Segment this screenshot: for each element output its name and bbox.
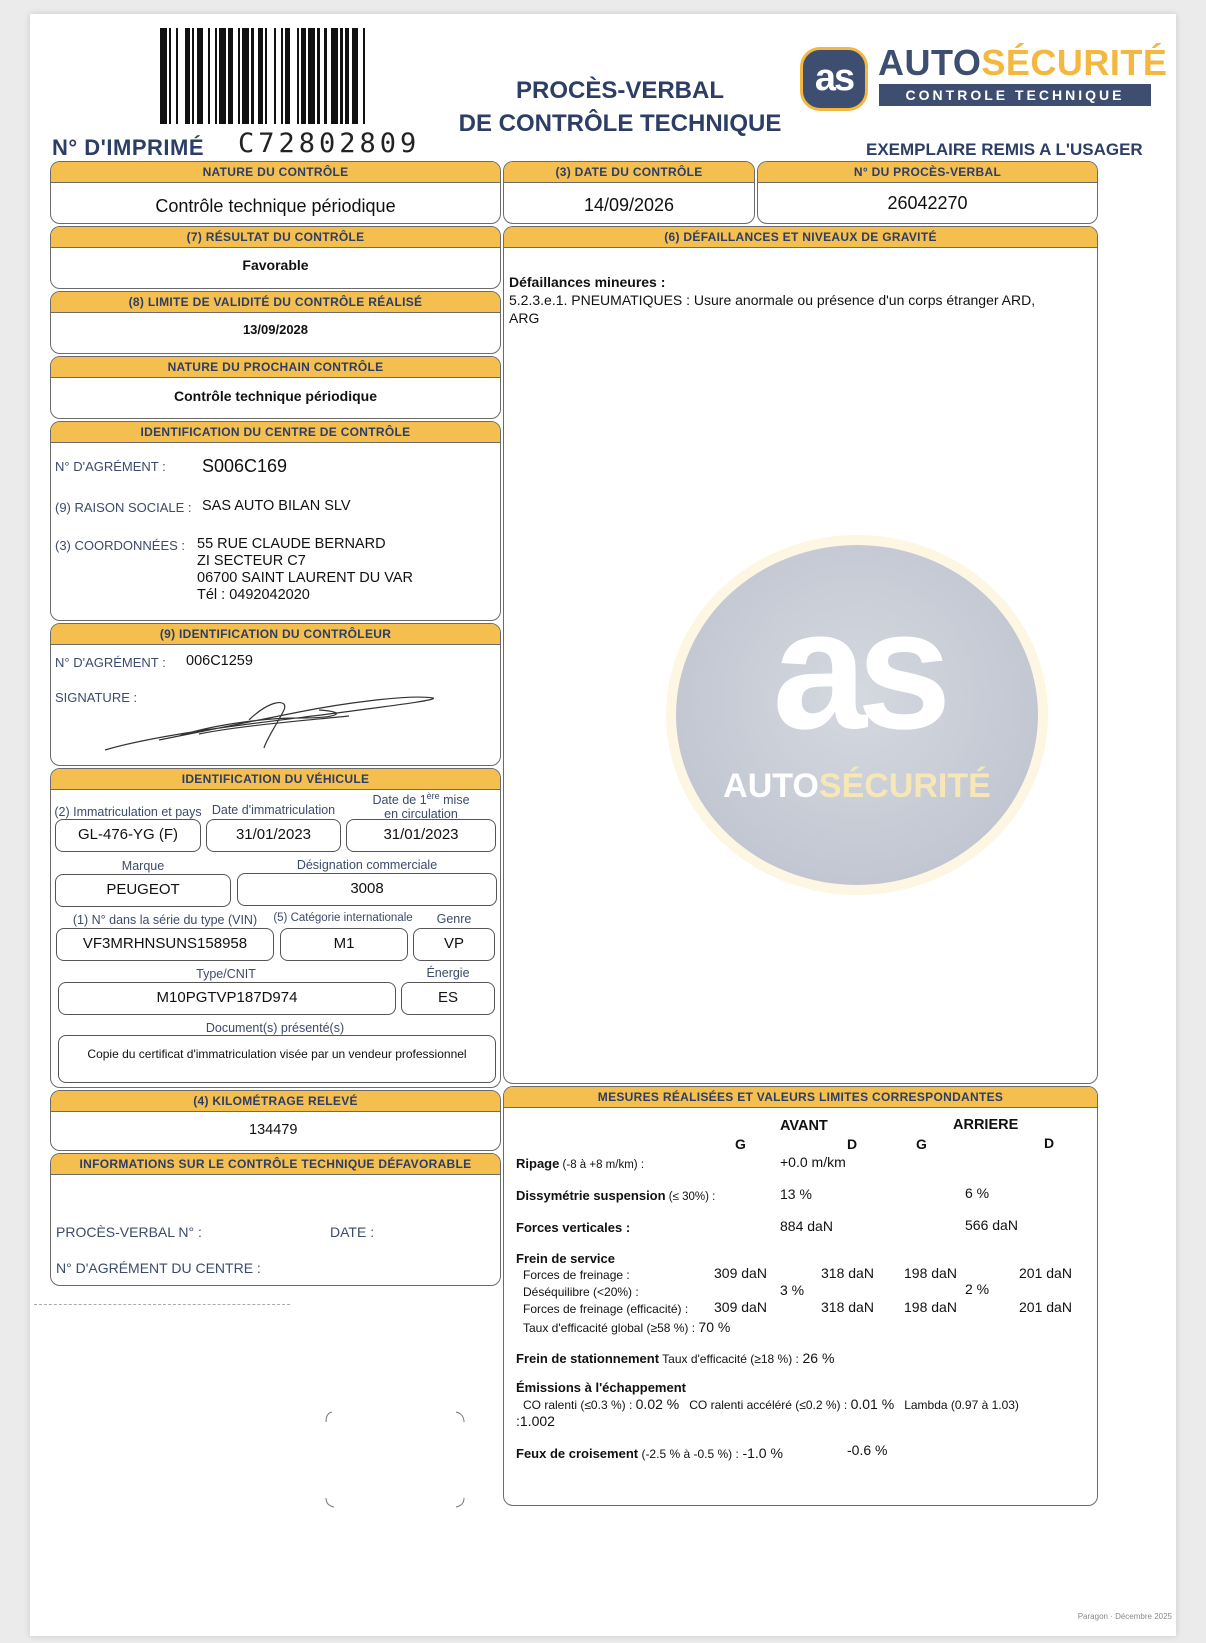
barcode-bar	[197, 28, 204, 124]
date-circulation-label-line-1: Date de 1ère mise	[372, 791, 470, 808]
signature-label: SIGNATURE :	[55, 690, 138, 705]
forces-efficacite-value-2: 318 daN	[821, 1299, 874, 1315]
forces-verticales-label: Forces verticales :	[516, 1220, 631, 1235]
limite-validite-value: 13/09/2028	[242, 322, 309, 337]
signature-scribble	[99, 690, 449, 760]
vehicule-box	[50, 768, 501, 1088]
coordonnees-line-1: 55 RUE CLAUDE BERNARD	[197, 536, 386, 552]
raison-sociale-value: SAS AUTO BILAN SLV	[202, 498, 351, 514]
nature-controle-value: Contrôle technique périodique	[155, 196, 396, 216]
defaillances-heading: Défaillances mineures :	[509, 274, 666, 290]
prochain-controle-value: Contrôle technique périodique	[173, 388, 377, 404]
frein-service-label: Frein de service	[516, 1251, 615, 1266]
date-immatriculation-field: 31/01/2023	[206, 819, 341, 852]
marque-label: Marque	[121, 859, 165, 873]
raison-sociale-label: (9) RAISON SOCIALE :	[55, 500, 192, 515]
arriere-g-heading: G	[916, 1136, 927, 1152]
defavorable-date-label: DATE :	[330, 1224, 375, 1240]
coordonnees-label: (3) COORDONNÉES :	[55, 538, 186, 553]
date-immatriculation-label: Date d'immatriculation	[211, 803, 336, 817]
prochain-controle-box	[50, 356, 501, 419]
mesures-box	[503, 1086, 1098, 1506]
type-cnit-label: Type/CNIT	[196, 967, 256, 981]
tear-line	[34, 1304, 290, 1305]
date-circulation-label	[347, 789, 495, 821]
document-title	[455, 74, 785, 140]
date-circulation-label-line-2: en circulation	[384, 807, 458, 822]
forces-freinage-value-3: 198 daN	[904, 1265, 957, 1281]
autosecurite-logo-badge: as	[800, 47, 868, 111]
desequilibre-arriere-value: 2 %	[965, 1281, 990, 1297]
watermark-as: as	[772, 575, 942, 765]
forces-freinage-label: Forces de freinage :	[523, 1268, 630, 1282]
energie-field: ES	[401, 982, 495, 1015]
defaillances-header: (6) DÉFAILLANCES ET NIVEAUX DE GRAVITÉ	[504, 227, 1097, 248]
numero-pv-value: 26042270	[887, 193, 968, 213]
date-controle-value: 14/09/2026	[583, 195, 675, 215]
avant-g-heading: G	[735, 1136, 746, 1152]
ripage-value: +0.0 m/km	[780, 1154, 846, 1170]
defavorable-box	[50, 1153, 501, 1286]
mesures-header: MESURES RÉALISÉES ET VALEURS LIMITES CORRESPONDANTES	[504, 1087, 1097, 1108]
limite-validite-box	[50, 291, 501, 354]
watermark-word-auto: AUTO	[723, 767, 819, 805]
feux-croisement-d-value: -0.6 %	[847, 1442, 888, 1458]
forces-freinage-value-4: 201 daN	[1019, 1265, 1072, 1281]
frein-stationnement-row: Frein de stationnement Taux d'efficacité (≥18 %) : 26 %	[516, 1350, 835, 1366]
title-line-2: DE CONTRÔLE TECHNIQUE	[458, 110, 782, 137]
controleur-box	[50, 623, 501, 766]
barcode-bar	[267, 28, 274, 124]
lambda-value: :1.002	[516, 1413, 555, 1429]
prochain-controle-header: NATURE DU PROCHAIN CONTRÔLE	[51, 357, 500, 378]
forces-efficacite-value-1: 309 daN	[714, 1299, 767, 1315]
resultat-value: Favorable	[242, 257, 309, 273]
forces-efficacite-value-3: 198 daN	[904, 1299, 957, 1315]
defavorable-header: INFORMATIONS SUR LE CONTRÔLE TECHNIQUE DÉFAVORABLE	[51, 1154, 500, 1175]
feux-croisement-row: Feux de croisement (-2.5 % à -0.5 %) : -1.0 %	[516, 1445, 783, 1461]
documents-label: Document(s) présenté(s)	[205, 1021, 345, 1035]
kilometrage-box	[50, 1090, 501, 1151]
coordonnees-line-2: ZI SECTEUR C7	[197, 553, 306, 569]
title-line-1: PROCÈS-VERBAL	[515, 77, 725, 104]
watermark-word	[676, 767, 1038, 806]
forces-freinage-value-2: 318 daN	[821, 1265, 874, 1281]
genre-field: VP	[413, 928, 495, 961]
limite-validite-header: (8) LIMITE DE VALIDITÉ DU CONTRÔLE RÉALISÉ	[51, 292, 500, 313]
ripage-row: Ripage (-8 à +8 m/km) :	[516, 1156, 645, 1171]
dissymetrie-avant-value: 13 %	[780, 1186, 812, 1202]
documents-field: Copie du certificat d'immatriculation visée par un vendeur professionnel	[58, 1035, 496, 1083]
type-cnit-field: M10PGTVP187D974	[58, 982, 396, 1015]
marque-field: PEUGEOT	[55, 874, 231, 907]
resultat-box	[50, 226, 501, 289]
barcode-bar	[290, 28, 297, 124]
controleur-header: (9) IDENTIFICATION DU CONTRÔLEUR	[51, 624, 500, 645]
avant-heading: AVANT	[780, 1118, 828, 1134]
kilometrage-value: 134479	[249, 1122, 298, 1138]
barcode-bar	[365, 28, 367, 124]
date-controle-box	[503, 161, 755, 224]
forces-verticales-arriere-value: 566 daN	[965, 1217, 1018, 1233]
date-circulation-field: 31/01/2023	[346, 819, 496, 852]
resultat-header: (7) RÉSULTAT DU CONTRÔLE	[51, 227, 500, 248]
forces-freinage-value-1: 309 daN	[714, 1265, 767, 1281]
emissions-row: CO ralenti (≤0.3 %) : 0.02 % CO ralenti accéléré (≤0.2 %) : 0.01 % Lambda (0.97 à 1.03)	[523, 1396, 1019, 1412]
autosecurite-watermark	[676, 545, 1038, 885]
dissymetrie-row: Dissymétrie suspension (≤ 30%) :	[516, 1188, 716, 1203]
arriere-d-heading: D	[1044, 1135, 1055, 1151]
coordonnees-line-4: Tél : 0492042020	[197, 587, 310, 603]
energie-label: Énergie	[426, 966, 470, 980]
watermark-word-securite: SÉCURITÉ	[818, 767, 991, 805]
imprime-number: C72802809	[238, 128, 421, 159]
centre-agrement-value: S006C169	[202, 456, 288, 476]
barcode-bar	[178, 28, 185, 124]
defavorable-agrement-label: N° D'AGRÉMENT DU CENTRE :	[56, 1260, 261, 1276]
designation-label: Désignation commerciale	[296, 858, 438, 872]
defaillance-line-2: ARG	[509, 310, 540, 326]
logo-word-securite: SÉCURITÉ	[981, 42, 1168, 83]
genre-label: Genre	[436, 912, 472, 926]
barcode-bar	[160, 28, 167, 124]
barcode-bar	[242, 28, 249, 124]
barcode-bar	[308, 28, 315, 124]
nature-controle-box	[50, 161, 501, 224]
emissions-label: Émissions à l'échappement	[516, 1380, 686, 1395]
controleur-agrement-label: N° D'AGRÉMENT :	[55, 655, 166, 670]
kilometrage-header: (4) KILOMÉTRAGE RELEVÉ	[51, 1091, 500, 1112]
vehicule-header: IDENTIFICATION DU VÉHICULE	[51, 769, 500, 790]
designation-field: 3008	[237, 873, 497, 906]
barcode-bar	[219, 28, 226, 124]
coordonnees-line-3: 06700 SAINT LAURENT DU VAR	[197, 570, 413, 586]
immatriculation-field: GL-476-YG (F)	[55, 819, 201, 852]
controleur-agrement-value: 006C1259	[186, 653, 253, 669]
numero-pv-header: N° DU PROCÈS-VERBAL	[758, 162, 1097, 183]
centre-controle-header: IDENTIFICATION DU CENTRE DE CONTRÔLE	[51, 422, 500, 443]
exemplaire-label: EXEMPLAIRE REMIS A L'USAGER	[866, 140, 1143, 159]
centre-agrement-label: N° D'AGRÉMENT :	[55, 459, 166, 474]
avant-d-heading: D	[847, 1136, 858, 1152]
imprime-label: N° D'IMPRIMÉ	[52, 135, 205, 160]
desequilibre-avant-value: 3 %	[780, 1282, 805, 1298]
dissymetrie-arriere-value: 6 %	[965, 1185, 990, 1201]
logo-word-auto: AUTO	[878, 42, 982, 83]
autosecurite-logo-text	[878, 42, 1167, 84]
vin-field: VF3MRHNSUNS158958	[56, 928, 274, 961]
categorie-field: M1	[280, 928, 408, 961]
nature-controle-header: NATURE DU CONTRÔLE	[51, 162, 500, 183]
logo-subtitle: CONTROLE TECHNIQUE	[879, 84, 1151, 106]
immatriculation-label: (2) Immatriculation et pays	[54, 805, 202, 819]
footer-text: Paragon · Décembre 2025	[1077, 1612, 1172, 1621]
defaillance-line-1: 5.2.3.e.1. PNEUMATIQUES : Usure anormale ou présence d'un corps étranger ARD,	[509, 292, 1036, 308]
arriere-heading: ARRIERE	[953, 1117, 1019, 1133]
stamp-corner-marks	[322, 1410, 470, 1510]
desequilibre-label: Déséquilibre (<20%) :	[523, 1285, 639, 1299]
barcode-bar	[331, 28, 338, 124]
defavorable-pv-label: PROCÈS-VERBAL N° :	[56, 1224, 202, 1240]
numero-pv-box	[757, 161, 1098, 224]
date-controle-header: (3) DATE DU CONTRÔLE	[504, 162, 754, 183]
coordonnees-value	[197, 536, 413, 604]
vin-label: (1) N° dans la série du type (VIN)	[72, 913, 258, 927]
defaillances-content	[504, 248, 1097, 327]
forces-efficacite-value-4: 201 daN	[1019, 1299, 1072, 1315]
forces-verticales-avant-value: 884 daN	[780, 1218, 833, 1234]
categorie-label: (5) Catégorie internationale	[273, 912, 413, 924]
centre-controle-box	[50, 421, 501, 621]
forces-efficacite-label: Forces de freinage (efficacité) :	[523, 1302, 689, 1316]
barcode	[160, 28, 368, 124]
barcode-bar	[352, 28, 359, 124]
taux-global-row: Taux d'efficacité global (≥58 %) : 70 %	[523, 1319, 731, 1335]
